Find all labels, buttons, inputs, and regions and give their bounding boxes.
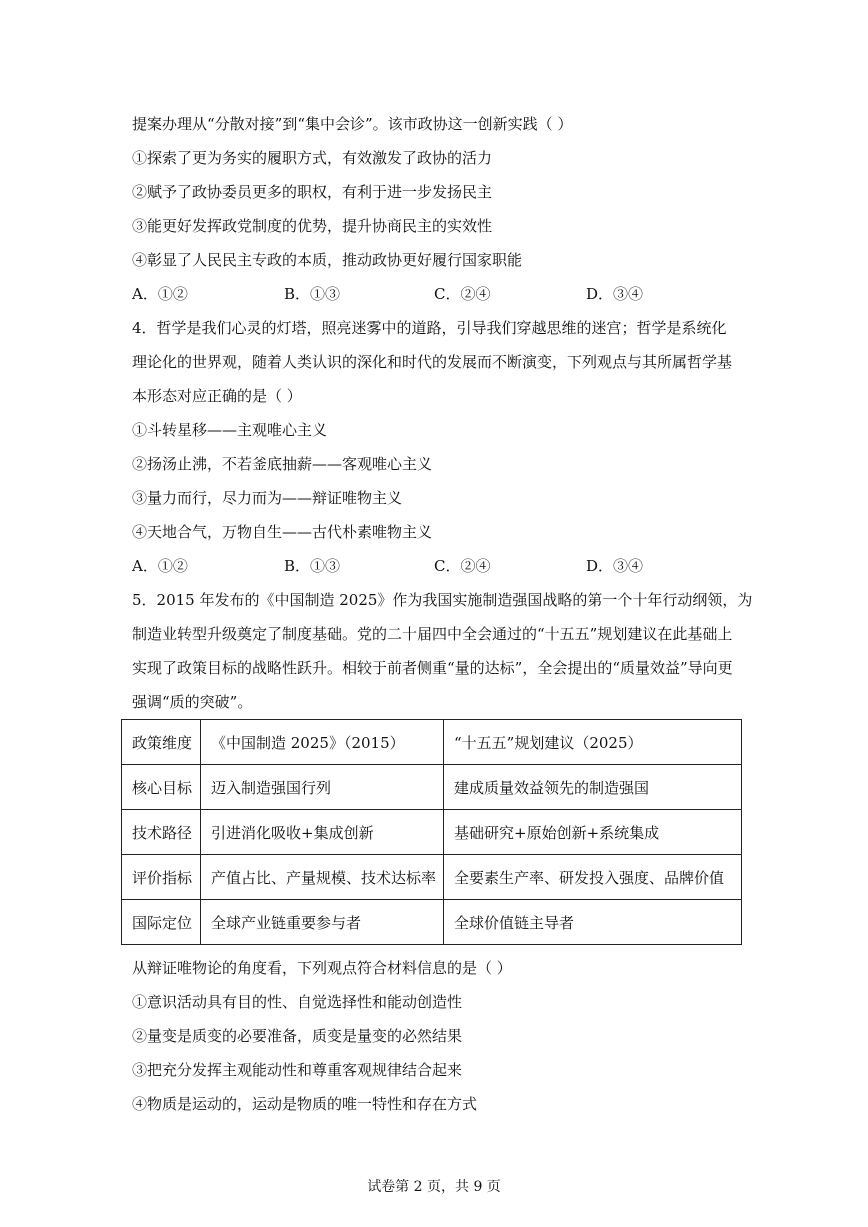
q4-option-d: D．③④ — [586, 557, 644, 575]
q4-item-4: ④天地合气，万物自生——古代朴素唯物主义 — [132, 523, 433, 541]
q4-option-b: B．①③ — [284, 557, 341, 575]
table-cell: 国际定位 — [122, 900, 201, 945]
q5-item-1: ①意识活动具有目的性、自觉选择性和能动创造性 — [132, 993, 463, 1011]
q3-item-2: ②赋予了政协委员更多的职权，有利于进一步发扬民主 — [132, 183, 493, 201]
table-row — [122, 720, 742, 765]
table-cell: 建成质量效益领先的制造强国 — [444, 765, 742, 810]
q4-item-2: ②扬汤止沸，不若釜底抽薪——客观唯心主义 — [132, 455, 433, 473]
table-header-cell: “十五五”规划建议（2025） — [444, 720, 742, 765]
q3-item-1: ①探索了更为务实的履职方式，有效激发了政协的活力 — [132, 149, 493, 167]
q4-item-3: ③量力而行，尽力而为——辩证唯物主义 — [132, 489, 403, 507]
table-cell: 评价指标 — [122, 855, 201, 900]
q5-stem-line-3: 实现了政策目标的战略性跃升。相较于前者侧重“量的达标”，全会提出的“质量效益”导向更 — [132, 659, 733, 677]
q3-option-d: D．③④ — [586, 285, 644, 303]
q3-item-4: ④彰显了人民民主专政的本质，推动政协更好履行国家职能 — [132, 251, 523, 269]
q3-stem: 提案办理从“分散对接”到“集中会诊”。该市政协这一创新实践（ ） — [132, 115, 573, 133]
q4-stem-line-2: 理论化的世界观，随着人类认识的深化和时代的发展而不断演变，下列观点与其所属哲学基 — [132, 353, 733, 371]
table-cell: 核心目标 — [122, 765, 201, 810]
table-header-cell: 《中国制造 2025》（2015） — [201, 720, 444, 765]
q5-stem-line-4: 强调“质的突破”。 — [132, 693, 253, 711]
table-header-cell: 政策维度 — [122, 720, 201, 765]
table-cell: 技术路径 — [122, 810, 201, 855]
q5-item-4: ④物质是运动的，运动是物质的唯一特性和存在方式 — [132, 1095, 478, 1113]
table-row — [122, 765, 742, 810]
q4-stem-line-3: 本形态对应正确的是（ ） — [132, 387, 302, 405]
table-cell: 基础研究+原始创新+系统集成 — [444, 810, 742, 855]
table-cell: 全球价值链主导者 — [444, 900, 742, 945]
table-cell: 迈入制造强国行列 — [201, 765, 444, 810]
table-row — [122, 900, 742, 945]
q4-stem-line-1: 4．哲学是我们心灵的灯塔，照亮迷雾中的道路，引导我们穿越思维的迷宫；哲学是系统化 — [132, 319, 727, 337]
q3-option-b: B．①③ — [284, 285, 341, 303]
table-cell: 引进消化吸收+集成创新 — [201, 810, 444, 855]
q5-stem-line-2: 制造业转型升级奠定了制度基础。党的二十届四中全会通过的“十五五”规划建议在此基础上 — [132, 625, 733, 643]
table-cell: 全球产业链重要参与者 — [201, 900, 444, 945]
table-cell: 产值占比、产量规模、技术达标率 — [201, 855, 444, 900]
q5-item-2: ②量变是质变的必要准备，质变是量变的必然结果 — [132, 1027, 463, 1045]
policy-comparison-table — [121, 719, 742, 945]
q4-option-c: C．②④ — [434, 557, 491, 575]
q4-item-1: ①斗转星移——主观唯心主义 — [132, 421, 328, 439]
table-row — [122, 810, 742, 855]
table-cell: 全要素生产率、研发投入强度、品牌价值 — [444, 855, 742, 900]
q3-option-a: A．①② — [132, 285, 188, 303]
q4-option-a: A．①② — [132, 557, 188, 575]
page-footer: 试卷第 2 页，共 9 页 — [367, 1179, 501, 1195]
q5-item-3: ③把充分发挥主观能动性和尊重客观规律结合起来 — [132, 1061, 463, 1079]
q3-item-3: ③能更好发挥政党制度的优势，提升协商民主的实效性 — [132, 217, 493, 235]
q3-option-c: C．②④ — [434, 285, 491, 303]
q5-question: 从辩证唯物论的角度看，下列观点符合材料信息的是（ ） — [132, 959, 512, 977]
table-row — [122, 855, 742, 900]
q5-stem-line-1: 5．2015 年发布的《中国制造 2025》作为我国实施制造强国战略的第一个十年行动纲领，为 — [132, 591, 753, 609]
